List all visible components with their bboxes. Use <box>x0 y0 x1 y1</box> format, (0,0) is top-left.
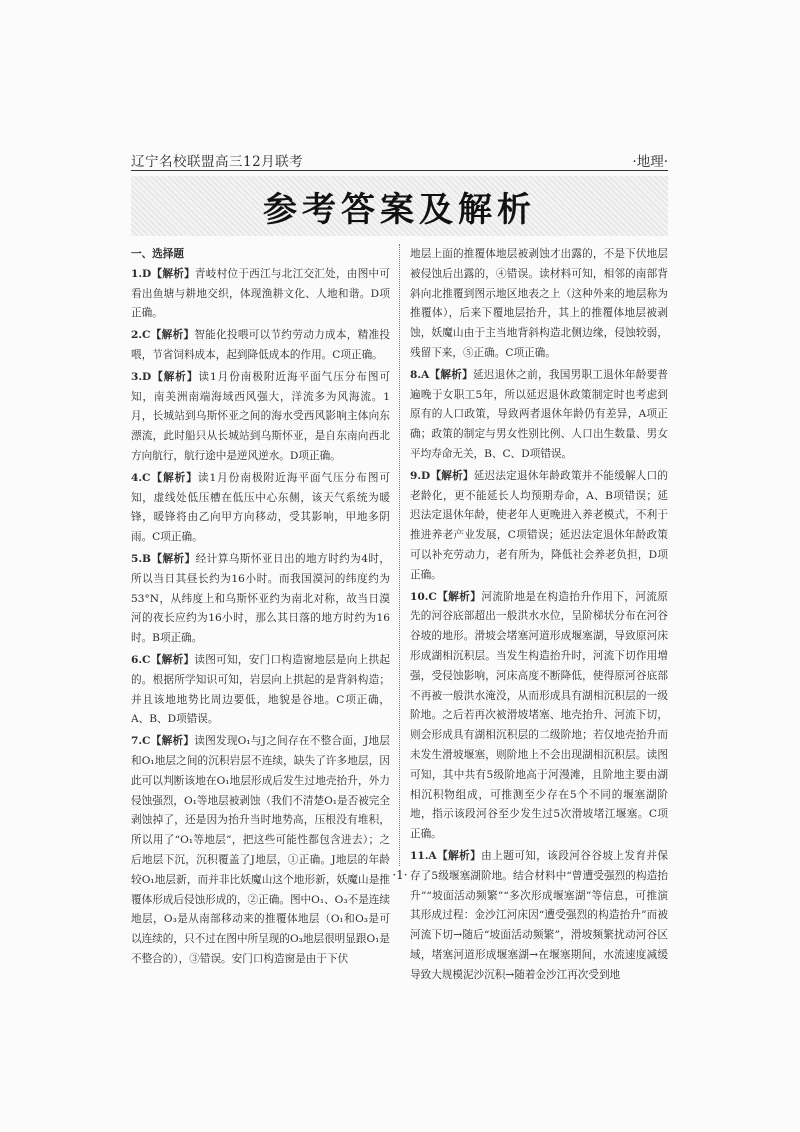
answer-number: 2.C <box>131 329 151 342</box>
answer-text: 经计算乌斯怀亚日出的地方时约为4时，所以当日其昼长约为16小时。而我国漠河的纬度约为53°N，从纬度上和乌斯怀亚约为南北对称，故当日漠河的夜长应约为16小时，那么其日落的地方时约为16时。B项正确。 <box>131 552 391 645</box>
answer-text: 延迟退休之前，我国男职工退休年龄要普遍晚于女职工5年，所以延迟退休政策制定时也考虑到原有的人口政策，导致两者退休年龄仍有差异，A项正确；政策的制定与男女性别比例、人口出生数量、男女平均寿命无关，B、C、D项错误。 <box>410 368 669 460</box>
answer-number: 6.C <box>131 653 151 666</box>
subject-label: ·地理· <box>632 154 668 170</box>
answer-text: 延迟法定退休年龄政策并不能缓解人口的老龄化，更不能延长人均预期寿命，A、B项错误；延迟法定退休年龄，使老年人更晚进入养老模式，不利于推进养老产业发展，C项错误；延迟法定退休年龄政策可以补充劳动力，老有所为，降低社会养老负担，D项正确。 <box>410 469 669 581</box>
analysis-tag: 【解析】 <box>436 849 482 862</box>
answer-item-2 <box>131 326 390 366</box>
analysis-tag: 【解析】 <box>429 368 473 381</box>
answer-item-5 <box>131 550 390 649</box>
analysis-tag: 【解析】 <box>150 329 195 342</box>
section-heading: 一、选择题 <box>131 248 184 260</box>
analysis-tag: 【解析】 <box>436 590 482 603</box>
answer-text: 读图发现O₁与J之间存在不整合面，J地层和O₁地层之间的沉积岩层不连续，缺失了许多地层，因此可以判断该地在O₁地层形成后发生过地壳抬升，外力侵蚀强烈，O₁等地层被剥蚀（我们不清楚O₁是否被完全剥蚀掉了，还是因为抬升当时地势高，压根没有堆积，所以用了“O₁等地层”，把这些可能性都包含进去）；之后地层下沉，沉积覆盖了J地层，①正确。J地层的年龄较O₁地层新，而并非比妖魔山这个地形新，妖魔山是推覆体形成后侵蚀形成的，②正确。图中O₁、O₃不是连续地层，O₃是从南部移动来的推覆体地层（O₁和O₃是可以连续的，只不过在图中所呈现的O₃地层很明显跟O₁是不整合的），③错误。安门口构造窗是由于下伏 <box>131 735 391 965</box>
analysis-tag: 【解析】 <box>151 370 199 383</box>
page-number: ·1· <box>392 868 408 882</box>
answer-item-9 <box>410 467 668 586</box>
analysis-tag: 【解析】 <box>430 469 474 482</box>
header-divider <box>131 170 668 171</box>
answer-text: 读1月份南极附近海平面气压分布图可知，南美洲南端海域西风强大，洋流多为风海流。1月，长城站到乌斯怀亚之间的海水受西风影响主体向东漂流，此时船只从长城站到乌斯怀亚，是自东南向西北方向航行，航行途中是逆风逆水。D项正确。 <box>131 370 390 462</box>
answer-item-8 <box>410 366 668 465</box>
analysis-tag: 【解析】 <box>151 267 195 280</box>
answer-item-3 <box>131 368 390 467</box>
analysis-tag: 【解析】 <box>151 552 196 565</box>
left-column <box>131 245 390 972</box>
answer-item-10 <box>410 588 668 845</box>
answer-text: 地层上面的推覆体地层被剥蚀才出露的，不是下伏地层被侵蚀后出露的，④错误。读材料可知，相邻的南部背斜向北推覆到图示地区地表之上（这种外来的地层称为推覆体），后来下覆地层抬升，其上的推覆体地层被剥蚀，妖魔山由于主当地背斜构造北侧边缘，侵蚀较弱，残留下来，⑤正确。C项正确。 <box>410 248 668 359</box>
answer-item-1 <box>131 265 390 324</box>
answer-item-6 <box>131 651 390 730</box>
answer-text: 读图可知，安门口构造窗地层是向上拱起的。根据所学知识可知，岩层向上拱起的是背斜构造；并且该地地势比周边要低，地貌是谷地。C项正确，A、B、D项错误。 <box>131 653 391 726</box>
page-title: 参考答案及解析 <box>263 189 536 230</box>
title-banner <box>131 176 668 236</box>
answer-number: 7.C <box>131 735 151 748</box>
answer-text: 由上题可知，该段河谷谷坡上发育并保存了5级堰塞湖阶地。结合材料中“曾遭受强烈的构造抬升”“坡面活动频繁”“多次形成堰塞湖”等信息，可推演其形成过程：金沙江河床因“遭受强烈的构造抬升”而被河流下切→随后“坡面活动频繁”，滑坡频繁扰动河谷区域，堵塞河道形成堰塞湖→在堰塞期间，水流速度减缓导致大规模泥沙沉积→随着金沙江再次受到地 <box>410 849 669 981</box>
column-divider <box>399 244 400 866</box>
answer-number: 8.A <box>410 368 430 381</box>
answer-item-7-continued <box>410 245 668 364</box>
answer-number: 4.C <box>131 471 151 484</box>
answer-number: 1.D <box>131 267 152 280</box>
analysis-tag: 【解析】 <box>150 653 195 666</box>
analysis-tag: 【解析】 <box>150 735 195 748</box>
answer-number: 10.C <box>410 590 437 603</box>
exam-header-title: 辽宁名校联盟高三12月联考 <box>131 154 304 170</box>
answer-number: 9.D <box>410 469 431 482</box>
answer-number: 3.D <box>131 370 152 383</box>
answer-number: 5.B <box>131 552 152 565</box>
answer-item-4 <box>131 469 390 548</box>
answer-item-7 <box>131 732 390 970</box>
answer-text: 河流阶地是在构造抬升作用下，河流原先的河谷底部超出一般洪水水位，呈阶梯状分布在河谷谷坡的地形。滑坡会堵塞河道形成堰塞湖，导致原河床形成湖相沉积层。当发生构造抬升时，河流下切作用增强，受侵蚀影响，河床高度不断降低，使得原河谷底部不再被一般洪水淹没，从而形成具有湖相沉积层的一级阶地。之后若再次被滑坡堵塞、地壳抬升、河流下切，则会形成具有湖相沉积层的二级阶地；若仅地壳抬升而未发生滑坡堰塞，则阶地上不会出现湖相沉积层。读图可知，其中共有5级阶地高于河漫滩，且阶地主要由湖相沉积物组成，可推测至少存在5个不同的堰塞湖阶地，指示该段河谷至少发生过5次滑坡堵江堰塞。C项正确。 <box>410 590 668 841</box>
analysis-tag: 【解析】 <box>150 471 198 484</box>
answer-text: 青岐村位于西江与北江交汇处，由图中可看出鱼塘与耕地交织，体现渔耕文化、人地和谐。D项正确。 <box>131 267 391 320</box>
answer-text: 智能化投喂可以节约劳动力成本，精准投喂，节省饲料成本，起到降低成本的作用。C项正确。 <box>131 329 391 361</box>
answer-number: 11.A <box>410 849 437 862</box>
answer-text: 读1月份南极附近海平面气压分布图可知，虚线处低压槽在低压中心东侧，该天气系统为暖锋，暖锋将由乙向甲方向移动，受其影响，甲地多阴雨。C项正确。 <box>131 471 391 544</box>
